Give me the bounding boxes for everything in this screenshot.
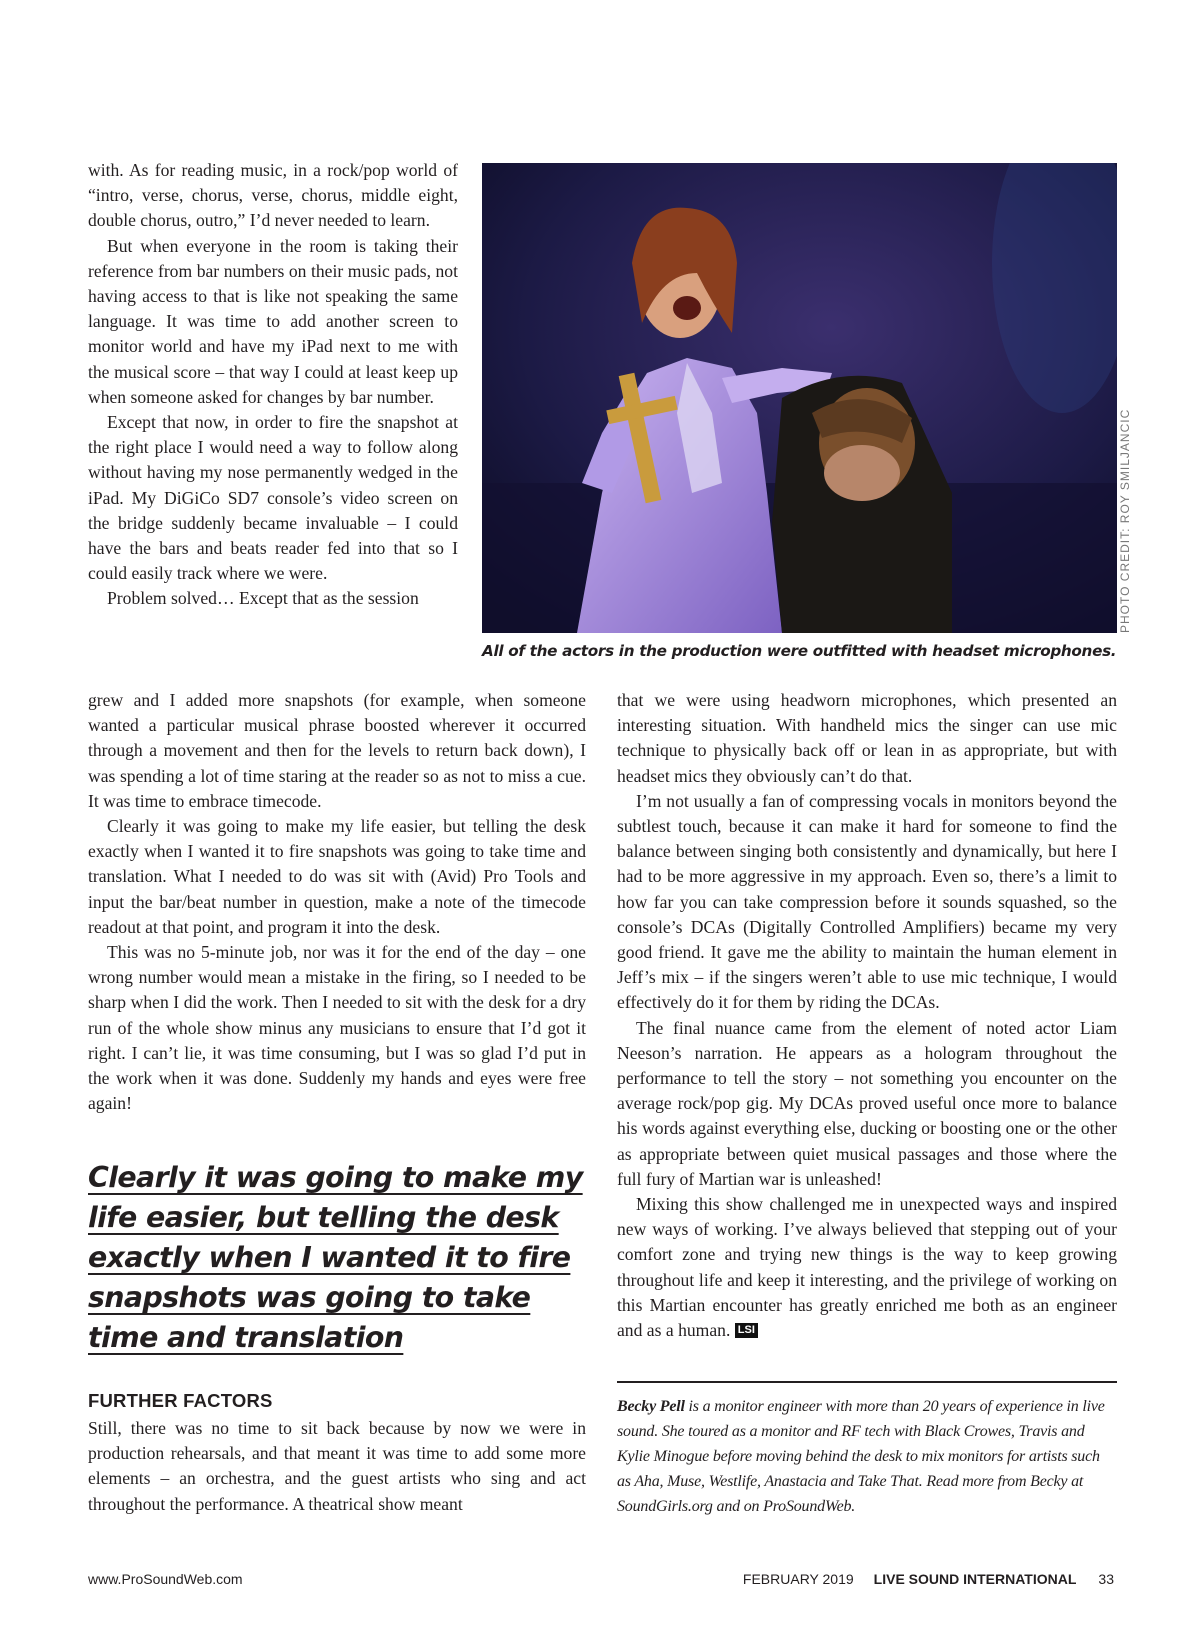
paragraph: The final nuance came from the element of noted actor Liam Neeson’s narration. He appears as a hologram throughout the performance to tell the story – not something you encounter on the average rock/pop gig. My DCAs proved useful once more to balance his words against everything else, ducking or boosting one or the other as appropriate between quiet musical passages and those where the full fury of Martian war is unleashed!: [617, 1017, 1117, 1189]
paragraph: This was no 5-minute job, nor was it for the end of the day – one wrong number would mean a mistake in the firing, so I needed to be sharp when I did the work. Then I needed to sit with the desk for a dry run of the whole show minus any musicians to ensure that I’d got it right. I can’t lie, it was time consuming, but I was so glad I’d put in the work when it was done. Suddenly my hands and eyes were free again!: [88, 942, 586, 1114]
pull-quote-text: Clearly it was going to make my life easier, but telling the desk exactly when I wanted it to fire snapshots was going to take time and translation: [88, 1161, 583, 1354]
article-column-left-bottom: [88, 688, 586, 1116]
paragraph: I’m not usually a fan of compressing vocals in monitors beyond the subtlest touch, because it can make it hard for someone to find the balance between singing both consistently and dynamically, but here I had to be more aggressive in my approach. Even so, there’s a limit to how far you can take compression before it sounds squashed, so the console’s DCAs (Digitally Controlled Amplifiers) became my very good friend. It gave me the ability to maintain the human element in Jeff’s mix – if the singers weren’t able to use mic technique, I would effectively do it for them by riding the DCAs.: [617, 790, 1117, 1013]
footer-website: www.ProSoundWeb.com: [88, 1571, 243, 1587]
paragraph: Problem solved… Except that as the session: [107, 588, 419, 609]
photo-credit: PHOTO CREDIT: ROY SMILJANCIC: [1118, 408, 1132, 633]
photo-caption: All of the actors in the production were outfitted with headset microphones.: [482, 642, 1117, 660]
footer-page-number: 33: [1098, 1571, 1114, 1587]
author-bio: [617, 1394, 1117, 1519]
author-bio-text: is a monitor engineer with more than 20 years of experience in live sound. She toured as a monitor and RF tech with Black Crowes, Travis and Kylie Minogue before moving behind the desk to mix monitors for artists such as Aha, Muse, Westlife, Anastacia and Take That. Read more from Becky at SoundGirls.org and on ProSoundWeb.: [617, 1398, 1105, 1515]
paragraph: Clearly it was going to make my life easier, but telling the desk exactly when I wanted it to fire snapshots was going to take time and translation. What I needed to do was sit with (Avid) Pro Tools and input the bar/beat number in question, make a note of the timecode readout at that point, and program it into the desk.: [88, 816, 586, 937]
paragraph: Except that now, in order to fire the snapshot at the right place I would need a way to follow along without having my nose permanently wedged in the iPad. My DiGiCo SD7 console’s video screen on the bridge suddenly became invaluable – I could have the bars and beats reader fed into that so I could easily track where we were.: [88, 412, 458, 584]
bio-divider: [617, 1381, 1117, 1383]
article-column-right: [617, 688, 1117, 1343]
footer-publication: LIVE SOUND INTERNATIONAL: [873, 1571, 1077, 1587]
lsi-end-badge: LSI: [735, 1323, 758, 1338]
paragraph: grew and I added more snapshots (for example, when someone wanted a particular musical phrase boosted wherever it occurred through a movement and then for the levels to return back down), I was spending a lot of time staring at the reader so as not to miss a cue. It was time to embrace timecode.: [88, 690, 586, 811]
section-subhead: FURTHER FACTORS: [88, 1390, 273, 1411]
paragraph: that we were using headworn microphones, which presented an interesting situation. With handheld mics the singer can use mic technique to physically back off or lean in as appropriate, but with headset mics they obviously can’t do that.: [617, 690, 1117, 786]
article-column-left-top: [88, 158, 458, 612]
pull-quote: [88, 1158, 588, 1358]
footer-folio: [743, 1571, 1114, 1587]
stage-performance-image: [482, 163, 1117, 633]
footer-issue-date: FEBRUARY 2019: [742, 1571, 854, 1587]
article-photo: [482, 163, 1117, 633]
paragraph: Still, there was no time to sit back because by now we were in production rehearsals, and that meant it was time to add some more elements – an orchestra, and the guest artists who sing and act throughout the performance. A theatrical show meant: [88, 1418, 586, 1514]
article-column-left-further: [88, 1416, 586, 1517]
paragraph: with. As for reading music, in a rock/pop world of “intro, verse, chorus, verse, chorus, middle eight, double chorus, outro,” I’d never needed to learn.: [88, 160, 458, 231]
author-name: Becky Pell: [617, 1398, 685, 1415]
final-paragraph-text: Mixing this show challenged me in unexpected ways and inspired new ways of working. I’ve always believed that stepping out of your comfort zone and trying new things is the way to keep growing throughout life and keep it interesting, and the privilege of working on this Martian encounter has greatly enriched me both as an engineer and as a human.: [617, 1194, 1117, 1341]
paragraph-final: [617, 1192, 1117, 1343]
paragraph: But when everyone in the room is taking their reference from bar numbers on their music pads, not having access to that is like not speaking the same language. It was time to add another screen to monitor world and have my iPad next to me with the musical score – that way I could at least keep up when someone asked for changes by bar number.: [88, 235, 458, 407]
